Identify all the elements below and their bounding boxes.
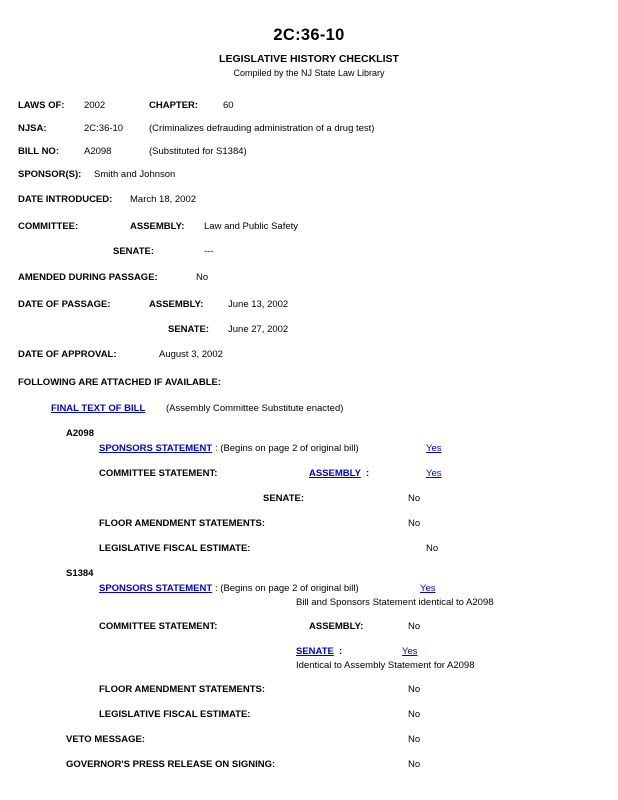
bill-a-fiscal-estimate-label: LEGISLATIVE FISCAL ESTIMATE:	[99, 543, 251, 554]
date-of-passage-label: DATE OF PASSAGE:	[18, 299, 111, 310]
compiled-by-line: Compiled by the NJ State Law Library	[233, 68, 385, 78]
bill-s-id: S1384	[66, 568, 94, 579]
committee-assembly-value: Law and Public Safety	[204, 221, 299, 232]
date-introduced-value: March 18, 2002	[130, 194, 197, 205]
bill-a-floor-amendment-label: FLOOR AMENDMENT STATEMENTS:	[99, 518, 266, 529]
bill-no-value: A2098	[84, 146, 112, 157]
final-text-note: (Assembly Committee Substitute enacted)	[166, 403, 344, 414]
sponsors-row	[18, 169, 600, 194]
committee-label: COMMITTEE:	[18, 221, 79, 232]
bill-a-sponsors-statement-link[interactable]: SPONSORS STATEMENT	[99, 443, 213, 454]
bill-s-floor-amendment-row	[18, 684, 600, 709]
amended-row	[18, 272, 600, 299]
committee-assembly-row	[18, 221, 600, 246]
committee-senate-label: SENATE:	[113, 246, 154, 257]
bill-a-committee-assembly-link[interactable]: ASSEMBLY	[309, 468, 361, 479]
passage-senate-row	[18, 324, 600, 349]
bill-a-committee-assembly-value[interactable]: Yes	[426, 468, 442, 479]
passage-assembly-value: June 13, 2002	[228, 299, 289, 310]
bill-s-fiscal-estimate-label: LEGISLATIVE FISCAL ESTIMATE:	[99, 709, 251, 720]
bill-a-committee-statement-label: COMMITTEE STATEMENT:	[99, 468, 218, 479]
veto-message-label: VETO MESSAGE:	[66, 734, 146, 745]
bill-a-floor-amendment-row	[18, 518, 600, 543]
njsa-note: (Criminalizes defrauding administration of a drug test)	[149, 123, 375, 134]
date-introduced-row	[18, 194, 600, 221]
bill-a-fiscal-estimate-row	[18, 543, 600, 568]
chapter-value: 60	[223, 100, 234, 111]
bill-no-label: BILL NO:	[18, 146, 59, 157]
bill-s-committee-assembly-value: No	[408, 621, 421, 632]
final-text-of-bill-link[interactable]: FINAL TEXT OF BILL	[51, 403, 146, 414]
amended-value: No	[196, 272, 209, 283]
njsa-value: 2C:36-10	[84, 123, 124, 134]
bill-s-committee-assembly-row	[18, 621, 600, 646]
bill-a-committee-assembly-colon: :	[366, 468, 370, 479]
laws-of-row	[18, 100, 600, 123]
bill-s-committee-senate-subnote: Identical to Assembly Statement for A2098	[296, 660, 475, 671]
sponsors-label: SPONSOR(S):	[18, 169, 82, 180]
sponsors-value: Smith and Johnson	[94, 169, 176, 180]
passage-assembly-label: ASSEMBLY:	[149, 299, 204, 310]
date-of-approval-label: DATE OF APPROVAL:	[18, 349, 117, 360]
veto-message-value: No	[408, 734, 421, 745]
date-of-approval-row	[18, 349, 600, 377]
bill-a-committee-assembly-row	[18, 468, 600, 493]
bill-s-committee-senate-value[interactable]: Yes	[402, 646, 418, 657]
bill-s-floor-amendment-label: FLOOR AMENDMENT STATEMENTS:	[99, 684, 266, 695]
governors-release-row	[18, 759, 600, 784]
bill-s-committee-statement-label: COMMITTEE STATEMENT:	[99, 621, 218, 632]
date-introduced-label: DATE INTRODUCED:	[18, 194, 113, 205]
bill-a-committee-senate-label: SENATE:	[263, 493, 304, 504]
page-title: 2C:36-10	[273, 26, 345, 44]
bill-a-id-row	[18, 428, 600, 443]
bill-no-row	[18, 146, 600, 169]
bill-a-sponsors-statement-note: : (Begins on page 2 of original bill)	[215, 443, 359, 454]
veto-message-row	[18, 734, 600, 759]
bill-s-sponsors-statement-row	[18, 583, 600, 597]
final-text-row	[18, 403, 600, 428]
bill-s-committee-senate-colon: :	[339, 646, 343, 657]
bill-s-committee-senate-row	[18, 646, 600, 660]
bill-s-sponsors-statement-subnote: Bill and Sponsors Statement identical to A2098	[296, 597, 494, 608]
bill-a-committee-senate-row	[18, 493, 600, 518]
bill-s-fiscal-estimate-row	[18, 709, 600, 734]
bill-s-committee-senate-link[interactable]: SENATE	[296, 646, 334, 657]
passage-assembly-row	[18, 299, 600, 324]
bill-no-note: (Substituted for S1384)	[149, 146, 247, 157]
date-of-approval-value: August 3, 2002	[159, 349, 223, 360]
attachments-heading: FOLLOWING ARE ATTACHED IF AVAILABLE:	[18, 377, 221, 388]
bill-s-sponsors-statement-note: : (Begins on page 2 of original bill)	[215, 583, 359, 594]
chapter-label: CHAPTER:	[149, 100, 199, 111]
njsa-label: NJSA:	[18, 123, 47, 134]
bill-a-committee-senate-value: No	[408, 493, 421, 504]
governors-release-label: GOVERNOR'S PRESS RELEASE ON SIGNING:	[66, 759, 276, 770]
bill-a-id: A2098	[66, 428, 94, 439]
passage-senate-label: SENATE:	[168, 324, 209, 335]
committee-senate-value: ---	[204, 246, 214, 257]
committee-senate-row	[18, 246, 600, 272]
laws-of-label: LAWS OF:	[18, 100, 65, 111]
bill-s-sponsors-statement-subnote-row	[18, 597, 600, 621]
njsa-row	[18, 123, 600, 146]
bill-a-sponsors-statement-row	[18, 443, 600, 468]
passage-senate-value: June 27, 2002	[228, 324, 289, 335]
amended-label: AMENDED DURING PASSAGE:	[18, 272, 158, 283]
page-subtitle: LEGISLATIVE HISTORY CHECKLIST	[219, 53, 399, 65]
bill-a-floor-amendment-value: No	[408, 518, 421, 529]
bill-s-committee-assembly-label: ASSEMBLY:	[309, 621, 364, 632]
governors-release-value: No	[408, 759, 421, 770]
bill-s-committee-senate-subnote-row	[18, 660, 600, 684]
bill-s-fiscal-estimate-value: No	[408, 709, 421, 720]
bill-s-floor-amendment-value: No	[408, 684, 421, 695]
attachments-heading-row	[18, 377, 600, 403]
bill-a-sponsors-statement-value[interactable]: Yes	[426, 443, 442, 454]
laws-of-value: 2002	[84, 100, 106, 111]
bill-s-id-row	[18, 568, 600, 583]
bill-a-fiscal-estimate-value: No	[426, 543, 439, 554]
bill-s-sponsors-statement-link[interactable]: SPONSORS STATEMENT	[99, 583, 213, 594]
committee-assembly-label: ASSEMBLY:	[130, 221, 185, 232]
bill-s-sponsors-statement-value[interactable]: Yes	[420, 583, 436, 594]
